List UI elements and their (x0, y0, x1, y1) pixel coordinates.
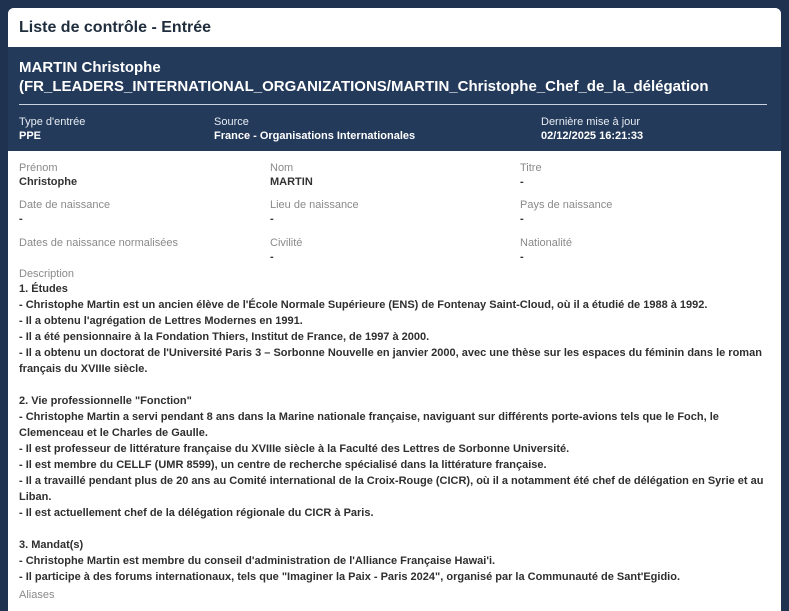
description-line: - Il est membre du CELLF (UMR 8599), un centre de recherche spécialisé dans la littérature française. (19, 459, 547, 471)
watchlist-entry-card (8, 8, 781, 611)
source-value: France - Organisations Internationales (214, 130, 416, 142)
description-line: - Il a travaillé pendant plus de 20 ans au Comité international de la Croix-Rouge (CICR), où il a notamment été chef de délégation en Syrie et au Liban. (19, 475, 764, 503)
section-vie-pro-title: 2. Vie professionnelle "Fonction" (19, 395, 192, 407)
pob-label: Lieu de naissance (270, 199, 359, 211)
titre-value: - (520, 176, 524, 188)
spacer (19, 521, 770, 537)
dob-value: - (19, 213, 23, 225)
meta-row (19, 115, 770, 155)
last-update-value: 02/12/2025 16:21:33 (541, 130, 644, 142)
entry-type-value: PPE (19, 130, 42, 142)
civilite-label: Civilité (270, 237, 303, 249)
entry-details (8, 151, 781, 602)
cob-label: Pays de naissance (520, 199, 613, 211)
nationalite-label: Nationalité (520, 237, 572, 249)
civilite-value: - (270, 251, 274, 263)
description-text (19, 281, 770, 585)
description-line: - Il est actuellement chef de la délégation régionale du CICR à Paris. (19, 507, 374, 519)
field-nom (270, 161, 313, 189)
description-line: - Il a été pensionnaire à la Fondation Thiers, Institut de France, de 1997 à 2000. (19, 331, 430, 343)
aliases-label: Aliases (19, 589, 55, 601)
description-line: - Christophe Martin a servi pendant 8 ans dans la Marine nationale française, naviguant sur différents porte-avions tels que le Foch, le Clemenceau et le Charles de Gaulle. (19, 411, 719, 439)
entry-name-line2: (FR_LEADERS_INTERNATIONAL_ORGANIZATIONS/MARTIN_Christophe_Chef_de_la_délégation (19, 78, 709, 95)
cob-value: - (520, 213, 524, 225)
field-dates-normalisees (19, 236, 178, 250)
card-title: Liste de contrôle - Entrée (8, 8, 781, 47)
dob-norm-label: Dates de naissance normalisées (19, 237, 178, 249)
field-nationalite (520, 236, 572, 264)
description-line: - Il a obtenu un doctorat de l'Université Paris 3 – Sorbonne Nouvelle en janvier 2000, avec une thèse sur les espaces du féminin dans le roman français du XVIIIe siècle. (19, 347, 762, 375)
entry-type-label: Type d'entrée (19, 116, 86, 128)
description-line: - Christophe Martin est un ancien élève de l'École Normale Supérieure (ENS) de Fontenay Saint-Cloud, où il a étudié de 1988 à 1992. (19, 299, 708, 311)
dob-label: Date de naissance (19, 199, 111, 211)
entry-name-line1: MARTIN Christophe (19, 59, 161, 76)
prenom-value: Christophe (19, 176, 78, 188)
section-mandats-title: 3. Mandat(s) (19, 539, 84, 551)
prenom-label: Prénom (19, 162, 58, 174)
field-titre (520, 161, 542, 189)
entry-type (19, 115, 85, 143)
spacer (19, 377, 770, 393)
description-line: - Il est professeur de littérature française du XVIIIe siècle à la Faculté des Lettres de Sorbonne Université. (19, 443, 570, 455)
titre-label: Titre (520, 162, 542, 174)
field-prenom (19, 161, 77, 189)
fields-grid (19, 151, 770, 263)
nom-label: Nom (270, 162, 294, 174)
entry-header (8, 47, 781, 151)
field-civilite (270, 236, 302, 264)
last-update (541, 115, 643, 143)
description-line: - Il a obtenu l'agrégation de Lettres Modernes en 1991. (19, 315, 303, 327)
header-divider (19, 104, 767, 105)
field-lieu-naissance (270, 198, 359, 226)
nom-value: MARTIN (270, 176, 313, 188)
source (214, 115, 415, 143)
pob-value: - (270, 213, 274, 225)
description-label: Description (19, 268, 75, 280)
source-label: Source (214, 116, 249, 128)
description-line: - Christophe Martin est membre du conseil d'administration de l'Alliance Française Hawai'i. (19, 555, 496, 567)
description-line: - Il participe à des forums internationaux, tels que "Imaginer la Paix - Paris 2024", organisé par la Communauté de Sant'Egidio. (19, 571, 681, 583)
section-etudes-title: 1. Études (19, 283, 68, 295)
field-pays-naissance (520, 198, 612, 226)
nationalite-value: - (520, 251, 524, 263)
field-date-naissance (19, 198, 110, 226)
last-update-label: Dernière mise à jour (541, 116, 641, 128)
